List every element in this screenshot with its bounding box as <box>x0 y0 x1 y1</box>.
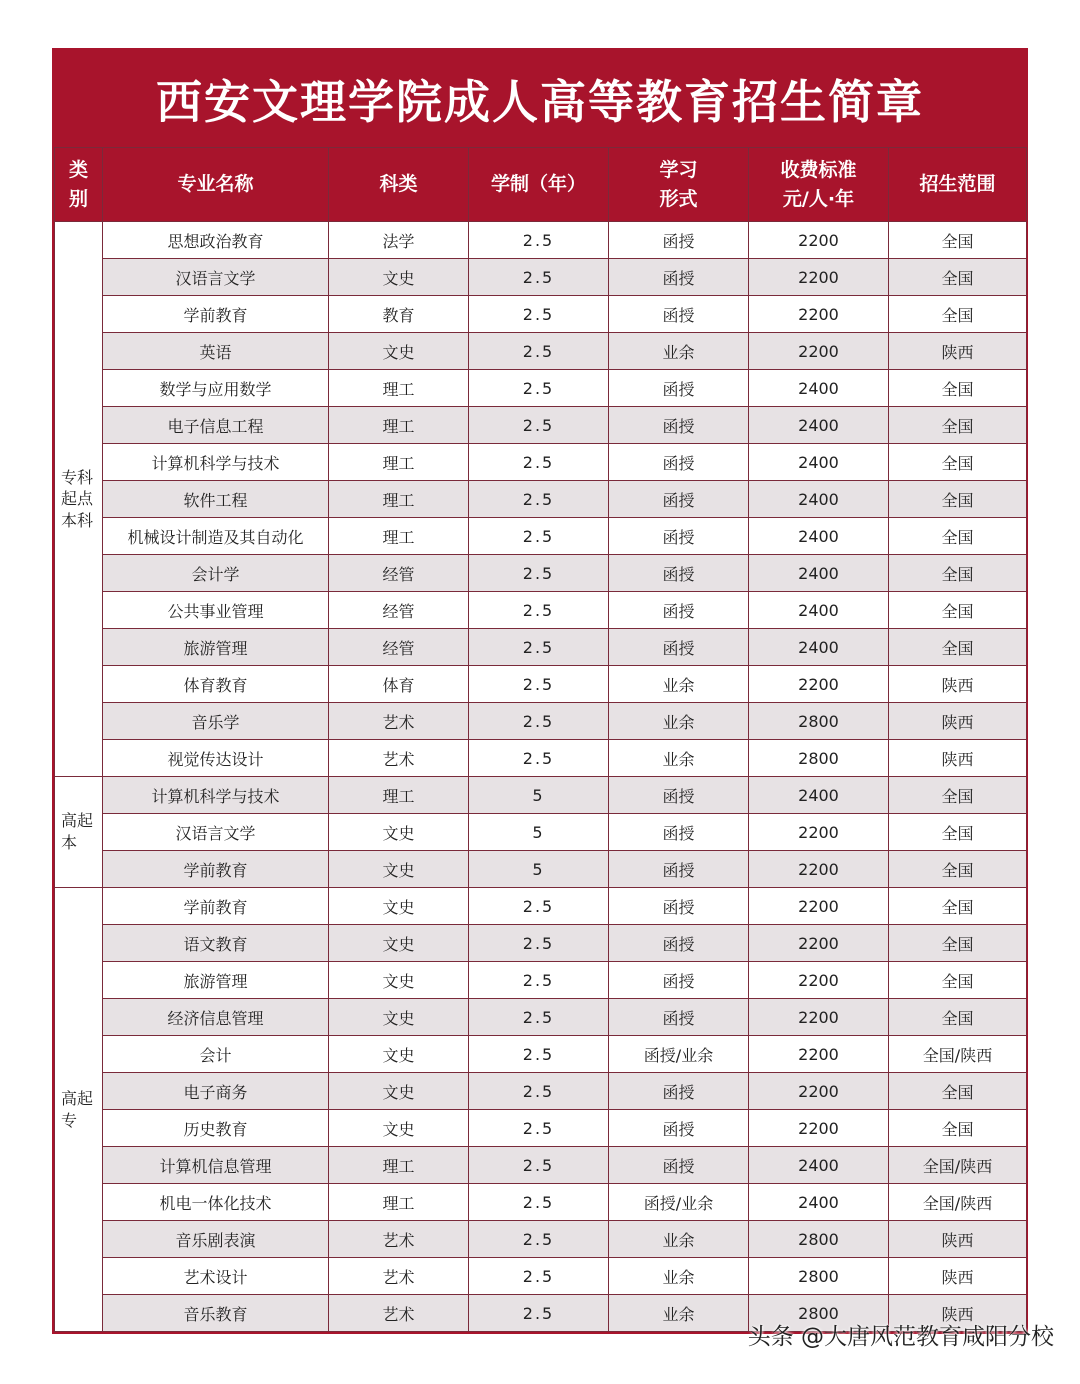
enrollment-table <box>54 147 1027 1332</box>
table-row <box>55 222 1027 259</box>
discipline-cell: 艺术 <box>329 1295 469 1332</box>
mode-cell: 函授 <box>609 481 749 518</box>
discipline-cell: 经管 <box>329 555 469 592</box>
discipline-cell: 理工 <box>329 407 469 444</box>
major-cell: 旅游管理 <box>103 962 329 999</box>
mode-cell: 函授 <box>609 962 749 999</box>
table-row <box>55 592 1027 629</box>
discipline-cell: 法学 <box>329 222 469 259</box>
mode-cell: 函授 <box>609 999 749 1036</box>
duration-cell: 2.5 <box>469 629 609 666</box>
fee-cell: 2800 <box>749 740 889 777</box>
major-cell: 汉语言文学 <box>103 814 329 851</box>
duration-cell: 2.5 <box>469 259 609 296</box>
major-cell: 计算机科学与技术 <box>103 777 329 814</box>
fee-cell: 2200 <box>749 1036 889 1073</box>
table-row <box>55 777 1027 814</box>
major-cell: 学前教育 <box>103 888 329 925</box>
mode-cell: 函授 <box>609 814 749 851</box>
duration-cell: 2.5 <box>469 1110 609 1147</box>
scope-cell: 陕西 <box>889 703 1027 740</box>
scope-cell: 全国 <box>889 444 1027 481</box>
mode-cell: 函授 <box>609 222 749 259</box>
table-row <box>55 851 1027 888</box>
discipline-cell: 艺术 <box>329 1258 469 1295</box>
discipline-cell: 文史 <box>329 1073 469 1110</box>
scope-cell: 陕西 <box>889 740 1027 777</box>
scope-cell: 全国 <box>889 222 1027 259</box>
table-row <box>55 999 1027 1036</box>
duration-cell: 5 <box>469 814 609 851</box>
mode-cell: 函授 <box>609 1147 749 1184</box>
table-row <box>55 740 1027 777</box>
discipline-cell: 文史 <box>329 851 469 888</box>
table-row <box>55 666 1027 703</box>
mode-cell: 函授 <box>609 1073 749 1110</box>
scope-cell: 全国 <box>889 481 1027 518</box>
table-row <box>55 1184 1027 1221</box>
mode-cell: 函授 <box>609 777 749 814</box>
fee-cell: 2200 <box>749 296 889 333</box>
table-row <box>55 370 1027 407</box>
fee-cell: 2200 <box>749 851 889 888</box>
major-cell: 学前教育 <box>103 296 329 333</box>
duration-cell: 2.5 <box>469 296 609 333</box>
table-row <box>55 296 1027 333</box>
duration-cell: 5 <box>469 777 609 814</box>
table-row <box>55 1221 1027 1258</box>
category-cell: 高起 本 <box>55 777 103 888</box>
discipline-cell: 文史 <box>329 814 469 851</box>
header-major: 专业名称 <box>103 148 329 222</box>
duration-cell: 2.5 <box>469 481 609 518</box>
scope-cell: 陕西 <box>889 666 1027 703</box>
fee-cell: 2400 <box>749 370 889 407</box>
mode-cell: 业余 <box>609 1295 749 1332</box>
mode-cell: 业余 <box>609 703 749 740</box>
fee-cell: 2200 <box>749 888 889 925</box>
duration-cell: 2.5 <box>469 407 609 444</box>
discipline-cell: 理工 <box>329 518 469 555</box>
mode-cell: 函授/业余 <box>609 1036 749 1073</box>
scope-cell: 全国 <box>889 555 1027 592</box>
fee-cell: 2800 <box>749 1295 889 1332</box>
mode-cell: 函授 <box>609 1110 749 1147</box>
table-row <box>55 814 1027 851</box>
mode-cell: 函授 <box>609 370 749 407</box>
fee-cell: 2200 <box>749 1073 889 1110</box>
fee-cell: 2400 <box>749 1184 889 1221</box>
discipline-cell: 理工 <box>329 370 469 407</box>
scope-cell: 全国 <box>889 851 1027 888</box>
scope-cell: 全国 <box>889 999 1027 1036</box>
mode-cell: 函授 <box>609 407 749 444</box>
discipline-cell: 文史 <box>329 888 469 925</box>
discipline-cell: 经管 <box>329 629 469 666</box>
duration-cell: 2.5 <box>469 222 609 259</box>
scope-cell: 全国/陕西 <box>889 1036 1027 1073</box>
mode-cell: 函授 <box>609 296 749 333</box>
duration-cell: 2.5 <box>469 1258 609 1295</box>
discipline-cell: 艺术 <box>329 703 469 740</box>
discipline-cell: 文史 <box>329 925 469 962</box>
duration-cell: 2.5 <box>469 333 609 370</box>
category-cell: 高起 专 <box>55 888 103 1332</box>
fee-cell: 2400 <box>749 407 889 444</box>
major-cell: 旅游管理 <box>103 629 329 666</box>
major-cell: 语文教育 <box>103 925 329 962</box>
duration-cell: 2.5 <box>469 740 609 777</box>
major-cell: 学前教育 <box>103 851 329 888</box>
duration-cell: 5 <box>469 851 609 888</box>
table-header-row <box>55 148 1027 222</box>
discipline-cell: 理工 <box>329 481 469 518</box>
discipline-cell: 理工 <box>329 1184 469 1221</box>
table-row <box>55 444 1027 481</box>
duration-cell: 2.5 <box>469 888 609 925</box>
duration-cell: 2.5 <box>469 703 609 740</box>
major-cell: 音乐学 <box>103 703 329 740</box>
major-cell: 软件工程 <box>103 481 329 518</box>
scope-cell: 全国/陕西 <box>889 1184 1027 1221</box>
table-row <box>55 1110 1027 1147</box>
duration-cell: 2.5 <box>469 592 609 629</box>
table-row <box>55 407 1027 444</box>
discipline-cell: 经管 <box>329 592 469 629</box>
major-cell: 英语 <box>103 333 329 370</box>
fee-cell: 2400 <box>749 481 889 518</box>
scope-cell: 全国 <box>889 296 1027 333</box>
discipline-cell: 体育 <box>329 666 469 703</box>
fee-cell: 2800 <box>749 703 889 740</box>
scope-cell: 全国 <box>889 518 1027 555</box>
table-row <box>55 703 1027 740</box>
major-cell: 计算机科学与技术 <box>103 444 329 481</box>
scope-cell: 全国 <box>889 259 1027 296</box>
major-cell: 计算机信息管理 <box>103 1147 329 1184</box>
table-row <box>55 259 1027 296</box>
major-cell: 思想政治教育 <box>103 222 329 259</box>
major-cell: 视觉传达设计 <box>103 740 329 777</box>
fee-cell: 2200 <box>749 222 889 259</box>
fee-cell: 2200 <box>749 999 889 1036</box>
header-category: 类 别 <box>55 148 103 222</box>
discipline-cell: 理工 <box>329 1147 469 1184</box>
scope-cell: 全国/陕西 <box>889 1147 1027 1184</box>
major-cell: 机电一体化技术 <box>103 1184 329 1221</box>
discipline-cell: 理工 <box>329 777 469 814</box>
major-cell: 电子商务 <box>103 1073 329 1110</box>
major-cell: 电子信息工程 <box>103 407 329 444</box>
fee-cell: 2200 <box>749 333 889 370</box>
mode-cell: 函授 <box>609 444 749 481</box>
scope-cell: 全国 <box>889 1073 1027 1110</box>
discipline-cell: 理工 <box>329 444 469 481</box>
duration-cell: 2.5 <box>469 925 609 962</box>
discipline-cell: 艺术 <box>329 1221 469 1258</box>
table-row <box>55 888 1027 925</box>
scope-cell: 全国 <box>889 888 1027 925</box>
fee-cell: 2400 <box>749 555 889 592</box>
table-row <box>55 1073 1027 1110</box>
header-duration: 学制（年） <box>469 148 609 222</box>
major-cell: 公共事业管理 <box>103 592 329 629</box>
duration-cell: 2.5 <box>469 1184 609 1221</box>
mode-cell: 函授 <box>609 259 749 296</box>
scope-cell: 全国 <box>889 925 1027 962</box>
mode-cell: 函授/业余 <box>609 1184 749 1221</box>
discipline-cell: 文史 <box>329 333 469 370</box>
discipline-cell: 文史 <box>329 1110 469 1147</box>
major-cell: 音乐教育 <box>103 1295 329 1332</box>
fee-cell: 2200 <box>749 814 889 851</box>
scope-cell: 陕西 <box>889 333 1027 370</box>
duration-cell: 2.5 <box>469 555 609 592</box>
major-cell: 经济信息管理 <box>103 999 329 1036</box>
header-mode: 学习 形式 <box>609 148 749 222</box>
scope-cell: 陕西 <box>889 1258 1027 1295</box>
table-row <box>55 555 1027 592</box>
mode-cell: 业余 <box>609 1221 749 1258</box>
fee-cell: 2400 <box>749 777 889 814</box>
discipline-cell: 教育 <box>329 296 469 333</box>
major-cell: 会计 <box>103 1036 329 1073</box>
mode-cell: 业余 <box>609 1258 749 1295</box>
major-cell: 会计学 <box>103 555 329 592</box>
fee-cell: 2400 <box>749 518 889 555</box>
mode-cell: 函授 <box>609 851 749 888</box>
fee-cell: 2800 <box>749 1221 889 1258</box>
scope-cell: 全国 <box>889 777 1027 814</box>
table-row <box>55 925 1027 962</box>
table-row <box>55 1147 1027 1184</box>
mode-cell: 函授 <box>609 925 749 962</box>
major-cell: 汉语言文学 <box>103 259 329 296</box>
scope-cell: 陕西 <box>889 1295 1027 1332</box>
header-discipline: 科类 <box>329 148 469 222</box>
table-row <box>55 962 1027 999</box>
discipline-cell: 文史 <box>329 999 469 1036</box>
watermark: 头条 @大唐风范教育咸阳分校 <box>747 1324 1054 1350</box>
scope-cell: 全国 <box>889 629 1027 666</box>
table-row <box>55 518 1027 555</box>
duration-cell: 2.5 <box>469 1073 609 1110</box>
scope-cell: 全国 <box>889 407 1027 444</box>
discipline-cell: 文史 <box>329 259 469 296</box>
major-cell: 艺术设计 <box>103 1258 329 1295</box>
fee-cell: 2200 <box>749 259 889 296</box>
duration-cell: 2.5 <box>469 999 609 1036</box>
category-cell: 专科 起点 本科 <box>55 222 103 777</box>
scope-cell: 全国 <box>889 814 1027 851</box>
fee-cell: 2800 <box>749 1258 889 1295</box>
mode-cell: 函授 <box>609 518 749 555</box>
major-cell: 数学与应用数学 <box>103 370 329 407</box>
duration-cell: 2.5 <box>469 1221 609 1258</box>
major-cell: 音乐剧表演 <box>103 1221 329 1258</box>
scope-cell: 全国 <box>889 592 1027 629</box>
fee-cell: 2400 <box>749 629 889 666</box>
scope-cell: 全国 <box>889 370 1027 407</box>
mode-cell: 函授 <box>609 629 749 666</box>
page-title: 西安文理学院成人高等教育招生简章 <box>54 50 1026 147</box>
header-fee: 收费标准 元/人·年 <box>749 148 889 222</box>
duration-cell: 2.5 <box>469 1295 609 1332</box>
table-row <box>55 333 1027 370</box>
discipline-cell: 艺术 <box>329 740 469 777</box>
duration-cell: 2.5 <box>469 1036 609 1073</box>
scope-cell: 全国 <box>889 1110 1027 1147</box>
fee-cell: 2400 <box>749 1147 889 1184</box>
major-cell: 机械设计制造及其自动化 <box>103 518 329 555</box>
fee-cell: 2200 <box>749 925 889 962</box>
fee-cell: 2400 <box>749 444 889 481</box>
mode-cell: 业余 <box>609 666 749 703</box>
duration-cell: 2.5 <box>469 666 609 703</box>
table-row <box>55 629 1027 666</box>
mode-cell: 函授 <box>609 592 749 629</box>
duration-cell: 2.5 <box>469 444 609 481</box>
duration-cell: 2.5 <box>469 370 609 407</box>
table-row <box>55 481 1027 518</box>
mode-cell: 业余 <box>609 740 749 777</box>
fee-cell: 2200 <box>749 962 889 999</box>
fee-cell: 2200 <box>749 1110 889 1147</box>
fee-cell: 2200 <box>749 666 889 703</box>
duration-cell: 2.5 <box>469 962 609 999</box>
mode-cell: 函授 <box>609 555 749 592</box>
duration-cell: 2.5 <box>469 1147 609 1184</box>
duration-cell: 2.5 <box>469 518 609 555</box>
mode-cell: 函授 <box>609 888 749 925</box>
discipline-cell: 文史 <box>329 1036 469 1073</box>
major-cell: 体育教育 <box>103 666 329 703</box>
table-row <box>55 1258 1027 1295</box>
scope-cell: 陕西 <box>889 1221 1027 1258</box>
mode-cell: 业余 <box>609 333 749 370</box>
scope-cell: 全国 <box>889 962 1027 999</box>
discipline-cell: 文史 <box>329 962 469 999</box>
header-scope: 招生范围 <box>889 148 1027 222</box>
table-row <box>55 1036 1027 1073</box>
fee-cell: 2400 <box>749 592 889 629</box>
brochure-frame <box>52 48 1028 1334</box>
major-cell: 历史教育 <box>103 1110 329 1147</box>
